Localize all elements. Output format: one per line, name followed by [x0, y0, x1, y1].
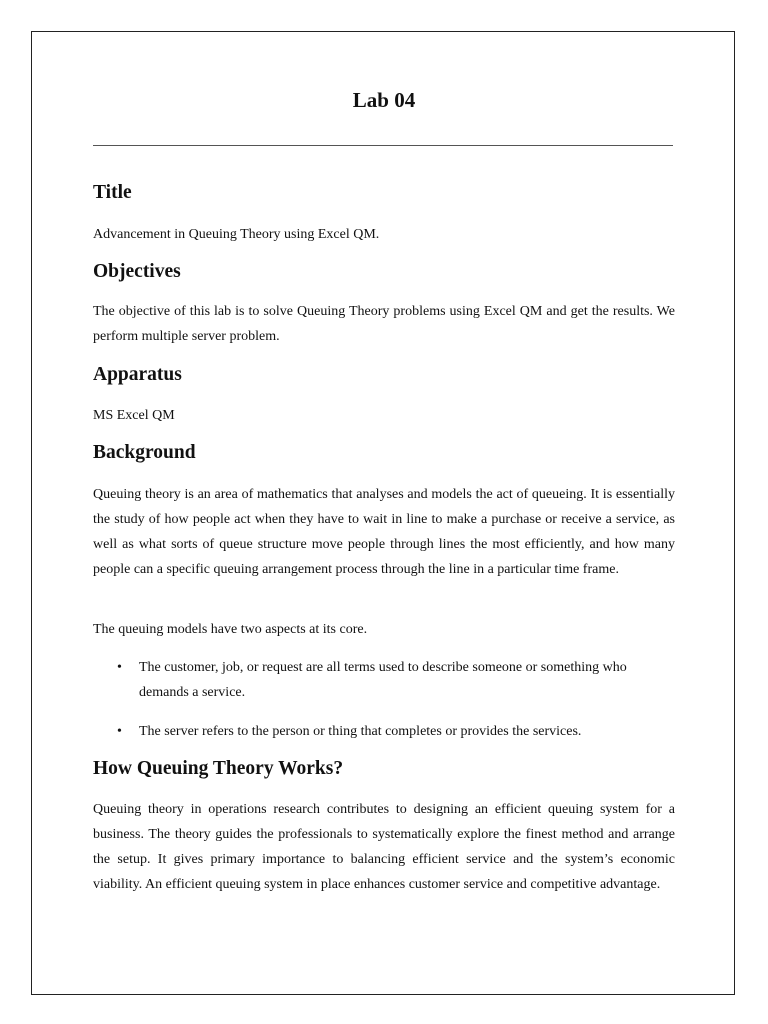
background-paragraph-2: The queuing models have two aspects at its core.: [93, 622, 368, 637]
lab-title: Lab 04: [352, 88, 416, 112]
section-heading-objectives: Objectives: [93, 261, 181, 282]
title-divider: [93, 145, 673, 146]
background-paragraph-1: Queuing theory is an area of mathematics that analyses and models the act of queueing. It is essentially the study of how people act when they have to wait in line to make a purchase or receive a service, as well as what sorts of queue structure move people through lines the most efficiently, and how many people can a specific queuing arrangement process through the line in a particular time frame.: [93, 487, 675, 577]
apparatus-text: MS Excel QM: [93, 408, 175, 423]
objectives-text: The objective of this lab is to solve Queuing Theory problems using Excel QM and get the results. We perform multiple server problem.: [93, 304, 675, 344]
section-heading-title: Title: [93, 182, 132, 203]
bullet-icon: •: [117, 724, 122, 739]
how-it-works-text: Queuing theory in operations research contributes to designing an efficient queuing system for a business. The theory guides the professionals to systematically explore the finest method and arrange the setup. It gives primary importance to balancing efficient service and the system’s economic viability. An efficient queuing system in place enhances customer service and competitive advantage.: [93, 802, 675, 892]
list-item-text: The customer, job, or request are all terms used to describe someone or something who demands a service.: [139, 660, 627, 700]
section-heading-background: Background: [93, 442, 196, 463]
section-heading-apparatus: Apparatus: [93, 364, 182, 385]
bullet-icon: •: [117, 660, 122, 675]
list-item-text: The server refers to the person or thing that completes or provides the services.: [139, 724, 582, 739]
section-heading-how-it-works: How Queuing Theory Works?: [93, 758, 344, 779]
title-text: Advancement in Queuing Theory using Excel QM.: [93, 227, 380, 242]
